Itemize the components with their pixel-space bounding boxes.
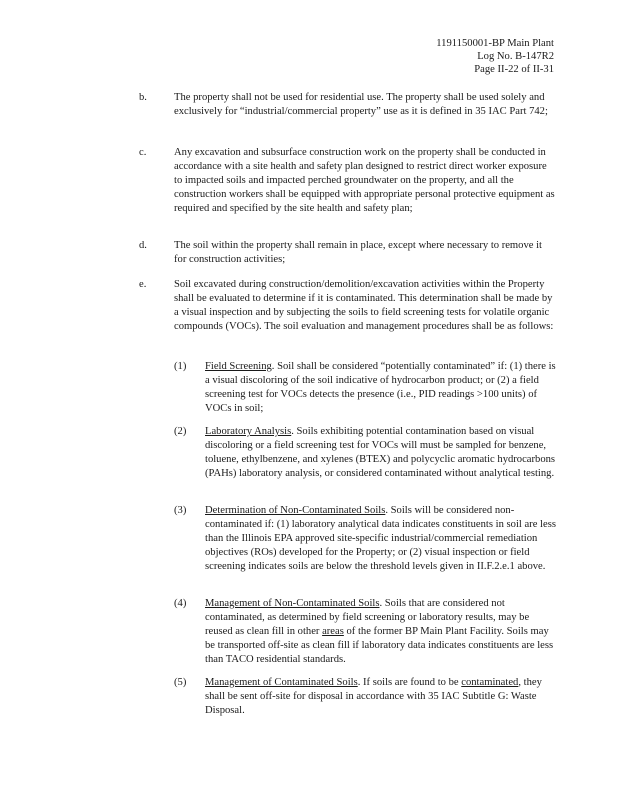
subitem-number: (5) (174, 677, 187, 688)
subitem-body: . Soils will be considered non-contaminated if: (1) laboratory analytical data indicates constituents in soil are less than the Illinois EPA approved site-specific industrial/commercial remediation objectives (ROs) developed for the Property; or (2) visual inspection or field screening indicates soils are below the threshold levels given in II.F.2.e.1 above. (205, 505, 556, 572)
item-letter: c. (139, 147, 147, 158)
item-letter: b. (139, 92, 147, 103)
subitem-body-a: . If soils are found to be (357, 677, 462, 688)
subitem-areas: areas (322, 625, 344, 637)
subitem-contaminated: contaminated (461, 677, 519, 688)
item-letter: e. (139, 279, 147, 290)
subitem-text (205, 360, 556, 416)
subitem-number: (2) (174, 426, 187, 437)
subitem-body: . Soil shall be considered “potentially contaminated” if: (1) there is a visual discoloring of the soil indicative of hydrocarbon product; or (2) a field screening test for VOCs detects the presence (i.e., PID readings >100 units) of VOCs in soil; (205, 361, 556, 414)
item-text: The soil within the property shall remain in place, except where necessary to remove it for construction activities; (174, 240, 543, 265)
subitem-body-b: of the former BP Main Plant Facility. Soils may be transported off-site as clean fill if laboratory data indicates constituents are less than TACO residential standards. (205, 625, 554, 665)
subitem-number: (4) (174, 598, 187, 609)
subitem-number: (1) (174, 361, 187, 372)
subitem-text (205, 676, 556, 718)
subitem-title: Determination of Non-Contaminated Soils (205, 505, 386, 516)
subitem-number: (3) (174, 505, 187, 516)
item-text: Soil excavated during construction/demolition/excavation activities within the Property shall be evaluated to determine if it is contaminated. This determination shall be made by a visual inspection and by subjecting the soils to field screening tests for volatile organic compounds (VOCs). The soil evaluation and management procedures shall be as follows: (174, 279, 554, 332)
log-number: Log No. B-147R2 (477, 51, 554, 62)
item-letter: d. (139, 240, 147, 251)
subitem-text (205, 425, 556, 481)
subitem-body-a: . Soils that are considered not contaminated, as determined by field screening or laboratory results, may be reused as clean fill in other (205, 598, 530, 637)
item-text: The property shall not be used for residential use. The property shall be used solely and exclusively for “industrial/commercial property” use as it is defined in 35 IAC Part 742; (174, 92, 548, 117)
document-header (436, 37, 554, 76)
subitem-body: . Soils exhibiting potential contamination based on visual discoloring or a field screening test for VOCs will must be sampled for benzene, toluene, ethylbenzene, and xylenes (BTEX) and polycyclic aromatic hydrocarbons (PAHs) laboratory analysis, or considered contaminated without analytical testing. (205, 426, 556, 479)
subitem-title: Field Screening (205, 361, 272, 372)
subitem-title: Management of Non-Contaminated Soils (205, 598, 380, 609)
page-number: Page II-22 of II-31 (474, 64, 554, 75)
document-id: 1191150001-BP Main Plant (436, 38, 554, 49)
subitem-text (205, 504, 556, 574)
subitem-body-b: , they shall be sent off-site for disposal in accordance with 35 IAC Subtitle G: Waste Disposal. (205, 677, 542, 716)
subitem-title: Management of Contaminated Soils (205, 677, 358, 688)
item-text: Any excavation and subsurface construction work on the property shall be conducted in accordance with a site health and safety plan designed to restrict direct worker exposure to impacted soils and impacted perched groundwater on the property, and all the construction workers shall be equipped with appropriate personal protective equipment as required and specified by the site health and safety plan; (174, 147, 555, 214)
subitem-text (205, 597, 556, 667)
subitem-title: Laboratory Analysis (205, 426, 292, 437)
